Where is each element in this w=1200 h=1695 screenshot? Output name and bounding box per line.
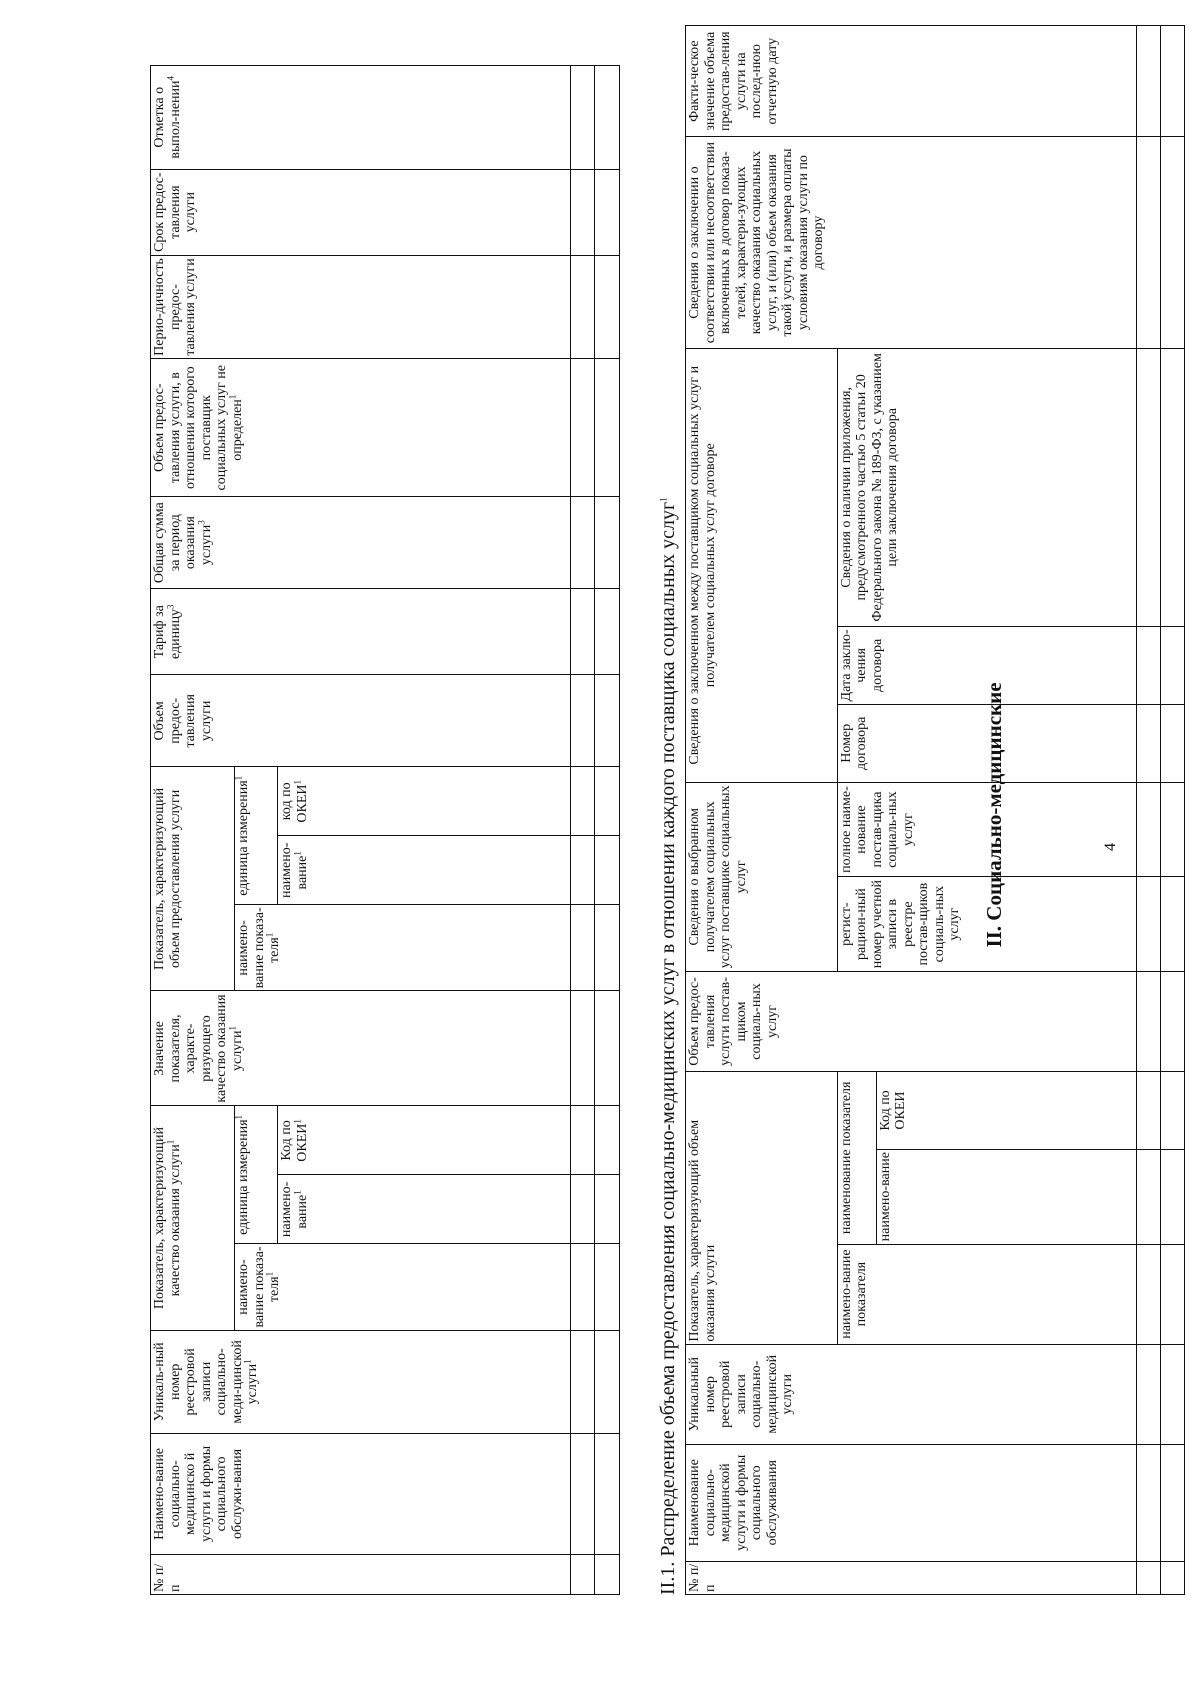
t1-col-vunit: единица измерения$^1$: [235, 767, 278, 905]
t1-col-num: № п/п: [151, 1554, 571, 1594]
t2-empty-row: [1137, 26, 1161, 1595]
t2-col-ind-unit-name: наимено-вание: [876, 1149, 1136, 1244]
t2-col-uid: Уникальный номер реестровой записи социально-медицинской услуги: [686, 1344, 1137, 1444]
t1-empty-row: [570, 66, 595, 1595]
t2-empty-row: [1161, 26, 1185, 1595]
t2-col-compliance: Сведения о заключении о соответствии или несоответствии включенных в договор показа-телей, характери-зующих качество оказания социальных услуг, и (или) объем оказания такой услуги, и размера оплаты условиям оказания услуги по договору: [686, 137, 1137, 348]
t2-col-num: № п/п: [686, 1561, 1137, 1594]
t1-col-okei: Код по ОКЕИ$^1$: [278, 1106, 570, 1175]
t2-col-ind-okei: Код по ОКЕИ: [876, 1072, 1136, 1150]
t1-col-quality: Показатель, характеризующий качество оказания услуги$^1$: [151, 1106, 235, 1330]
t2-col-annex: Сведения о наличии приложения, предусмотренного частью 5 статьи 20 Федерального закона № 189-ФЗ, с указанием цели заключения договора: [837, 348, 1136, 626]
t1-col-period: Перио-дичность предос-тавления услуги: [151, 255, 571, 358]
t2-col-ind-unit: наименование показателя: [837, 1072, 876, 1244]
subsection-title: II.1. Распределение объема предоставления социально-медицинских услуг в отношении каждого поставщика социальных услуг$^1$: [657, 497, 679, 1595]
t2-col-actual: Факти-ческое значение объема предостав-ления услуги на послед-нюю отчетную дату: [686, 26, 1137, 137]
t1-col-unit: единица измерения$^1$: [235, 1106, 278, 1244]
t1-col-tariff: Тариф за единицу$^3$: [151, 589, 571, 675]
t2-col-provider: Сведения о выбранном получателем социальных услуг поставщике социальных услуг: [686, 782, 838, 971]
t2-col-contract-date: Дата заклю-чения договора: [837, 626, 1136, 704]
t1-col-vokei: код по ОКЕИ$^1$: [278, 767, 570, 836]
t2-col-name: Наименование социально-медицинской услуги и формы социального обслуживания: [686, 1444, 1137, 1561]
section-title: II. Социально-медицинские: [982, 682, 1006, 948]
t2-col-fullname: полное наиме-нование постав-щика социаль-ных услуг: [837, 782, 1136, 877]
services-table: [150, 65, 620, 1595]
t1-col-uid: Уникаль-ный номер реестровой записи социально-меди-цинской услуги$^1$: [151, 1330, 571, 1433]
distribution-table: [685, 25, 1185, 1595]
t2-col-indicator: Показатель, характеризующий объем оказания услуги: [686, 1072, 838, 1345]
t2-col-contract: Сведения о заключенном между поставщиком социальных услуг и получателем социальных услуг договоре: [686, 348, 838, 782]
t1-col-total: Общая сумма за период оказания услуги$^3$: [151, 497, 571, 589]
t1-col-term: Срок предос-тавления услуги: [151, 169, 571, 255]
t1-empty-row: [595, 66, 620, 1595]
t1-col-unit-name: наимено-вание$^1$: [278, 1175, 570, 1244]
t2-col-volume: Объем предос-тавления услуги постав-щиком социаль-ных услуг: [686, 971, 1137, 1071]
t1-col-quality-value: Значение показателя, характе-ризующего качество оказания услуги$^1$: [151, 991, 571, 1106]
t2-col-reg: регист-рацион-ный номер учетной записи в реестре постав-щиков социаль-ных услуг: [837, 877, 1136, 972]
t1-col-mark: Отметка о выпол-нении$^4$: [151, 66, 571, 170]
t1-col-volume: Показатель, характеризующий объем предоставления услуги: [151, 767, 235, 991]
t2-col-ind-name: наимено-вание показателя: [837, 1244, 1136, 1344]
page-number: 4: [1102, 843, 1119, 851]
t1-col-undefined: Объем предос-тавления услуги, в отношении которого поставщик социальных услуг не определен$^1$: [151, 359, 571, 497]
t1-col-vunit-name: наимено-вание$^1$: [278, 836, 570, 905]
t2-col-contract-no: Номер договора: [837, 704, 1136, 782]
t1-col-name: Наимено-вание социально-медицинско й услуги и формы социального обслужи-вания: [151, 1434, 571, 1555]
t1-col-quality-name: наимено-вание показа-теля$^1$: [235, 1244, 570, 1330]
t1-col-volume-value: Объем предос-тавления услуги: [151, 675, 571, 767]
t1-col-volume-name: наимено-вание показа-теля$^1$: [235, 905, 570, 991]
